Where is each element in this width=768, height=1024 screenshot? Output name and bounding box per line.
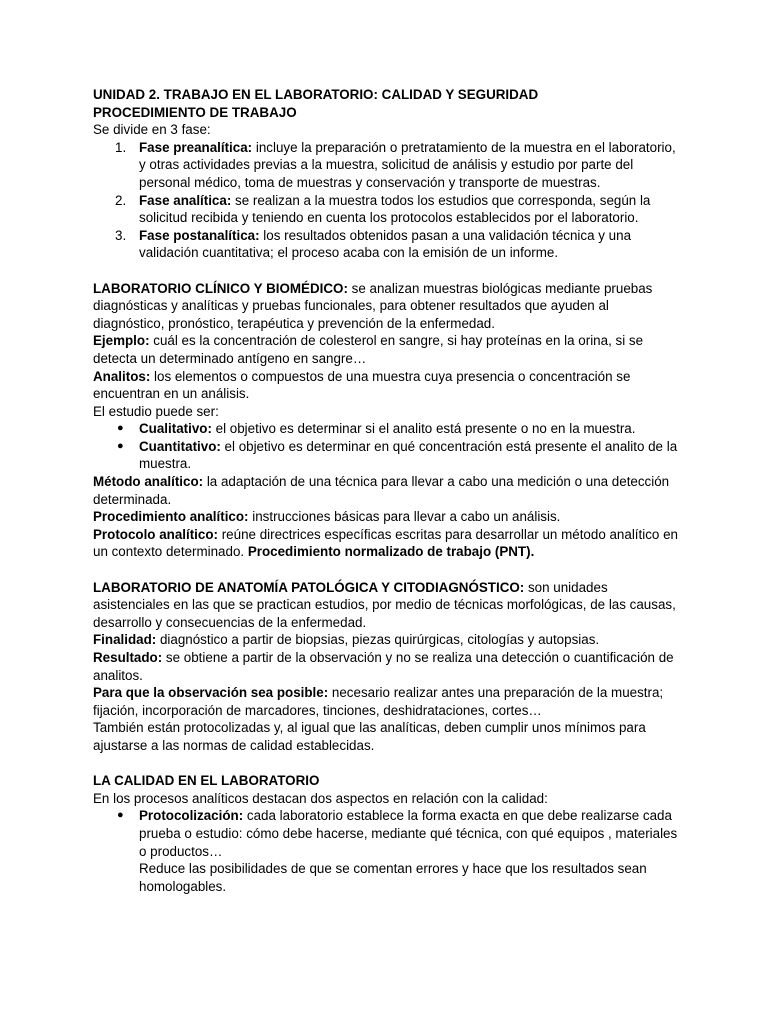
numbered-list — [93, 139, 683, 262]
section-heading-procedimiento: PROCEDIMIENTO DE TRABAJO — [93, 104, 297, 120]
paragraph: Para que la observación sea posible: necesario realizar antes una preparación de la muestra; fijación, incorporación de marcadores, tinciones, deshidrataciones, cortes… — [93, 685, 664, 718]
list-item: 1. Fase preanalítica: incluye la preparación o pretratamiento de la muestra en el laboratorio, y otras actividades previas a la muestra, solicitud de análisis y estudio por parte del personal médico, toma de muestras y conservación y transporte de muestras. — [115, 139, 676, 190]
document-title: UNIDAD 2. TRABAJO EN EL LABORATORIO: CALIDAD Y SEGURIDAD — [93, 87, 539, 102]
list-item: 3. Fase postanalítica: los resultados obtenidos pasan a una validación técnica y una validación cuantitativa; el proceso acaba con la emisión de un informe. — [115, 227, 632, 261]
section-heading-anatomia-patologica: LABORATORIO DE ANATOMÍA PATOLÓGICA Y CITODIAGNÓSTICO: — [93, 579, 525, 595]
bullet-list — [93, 807, 683, 895]
paragraph: LABORATORIO CLÍNICO Y BIOMÉDICO: se analizan muestras biológicas mediante pruebas diagnósticas y analíticas y pruebas funcionales, para obtener resultados que ayuden al diagnóstico, pronóstico, terapéutica y prevención de la enfermedad. — [93, 280, 653, 331]
section-heading-calidad: LA CALIDAD EN EL LABORATORIO — [93, 773, 320, 789]
paragraph: Resultado: se obtiene a partir de la observación y no se realiza una detección o cuantificación de analitos. — [93, 650, 674, 683]
bullet-list — [93, 420, 683, 473]
list-item: ● Cualitativo: el objetivo es determinar si el analito está presente o no en la muestra. — [117, 421, 636, 437]
paragraph: Protocolo analítico: reúne directrices específicas escritas para desarrollar un método analítico en un contexto determinado. Procedimiento normalizado de trabajo (PNT). — [93, 526, 678, 560]
list-item: 2. Fase analítica: se realizan a la muestra todos los estudios que corresponda, según la solicitud recibida y teniendo en cuenta los protocolos establecidos por el laboratorio. — [115, 192, 651, 226]
paragraph: Método analítico: la adaptación de una técnica para llevar a cabo una medición o una detección determinada. — [93, 474, 670, 507]
paragraph: Se divide en 3 fase: — [93, 122, 211, 138]
document-page — [93, 86, 683, 895]
paragraph: Analitos: los elementos o compuestos de una muestra cuya presencia o concentración se encuentran en un análisis. — [93, 368, 631, 402]
paragraph: Finalidad: diagnóstico a partir de biopsias, piezas quirúrgicas, citologías y autopsias. — [93, 632, 600, 648]
paragraph: En los procesos analíticos destacan dos aspectos en relación con la calidad: — [93, 790, 548, 806]
list-item: ● Protocolización: cada laboratorio establece la forma exacta en que debe realizarse cada prueba o estudio: cómo debe hacerse, mediante qué técnica, con qué equipos , materiales o productos… Reduce las posibilidades de que se comentan errores y hace que los resultados sean homologables. — [117, 808, 678, 894]
list-item: ● Cuantitativo: el objetivo es determinar en qué concentración está presente el analito de la muestra. — [117, 438, 678, 472]
paragraph: El estudio puede ser: — [93, 403, 219, 419]
paragraph: También están protocolizadas y, al igual que las analíticas, deben cumplir unos mínimos para ajustarse a las normas de calidad establecidas. — [93, 720, 646, 753]
paragraph: LABORATORIO DE ANATOMÍA PATOLÓGICA Y CITODIAGNÓSTICO: son unidades asistenciales en las que se practican estudios, por medio de técnicas morfológicas, de las causas, desarrollo y consecuencias de la enfermedad. — [93, 579, 676, 630]
paragraph: Ejemplo: cuál es la concentración de colesterol en sangre, si hay proteínas en la orina, si se detecta un determinado antígeno en sangre… — [93, 333, 644, 366]
section-heading-laboratorio-clinico: LABORATORIO CLÍNICO Y BIOMÉDICO: — [93, 280, 348, 296]
paragraph: Procedimiento analítico: instrucciones básicas para llevar a cabo un análisis. — [93, 509, 561, 525]
